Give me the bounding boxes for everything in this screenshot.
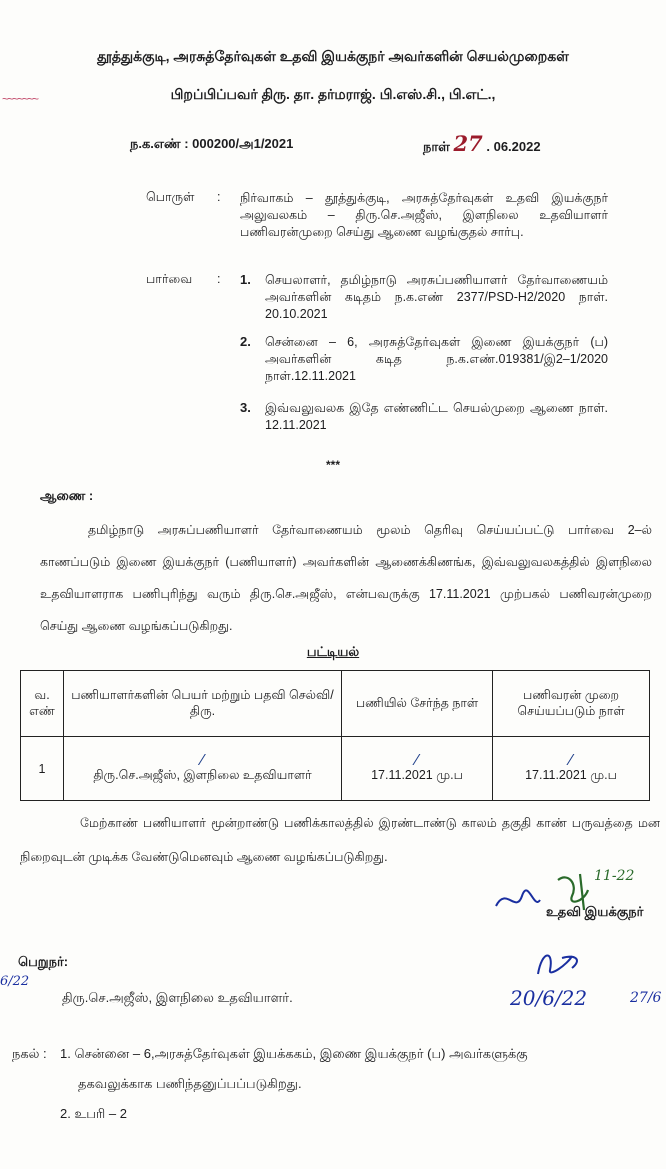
copy-line-3: 2. உபரி – 2 (60, 1106, 127, 1121)
col-header-regularised: பணிவரன் முறை செய்யப்படும் நாள் (493, 671, 650, 737)
subject-text: நிர்வாகம் – தூத்துக்குடி, அரசுத்தேர்வுகள் உதவி இயக்குநர் அலுவலகம் – திரு.செ.அஜீஸ், இளநிலை உதவியாளர் பணிவரன்முறை செய்து ஆணை வழங்குதல் சார்பு. (240, 191, 608, 239)
ref-label: ந.க.எண் (130, 136, 181, 151)
copy-line-2: தகவலுக்காக பணிந்தனுப்பப்படுகிறது. (78, 1076, 302, 1091)
reference-item-num-1: 1. (240, 272, 251, 287)
references-colon: : (217, 272, 221, 286)
copy-label: நகல் : (12, 1046, 47, 1061)
staff-table (20, 670, 650, 801)
handwritten-stamp-date: 20/6/22 (510, 986, 588, 1010)
cell-sno: 1 (21, 737, 64, 801)
handwritten-day: 27 (453, 131, 483, 156)
reference-item-num-3: 3. (240, 400, 251, 415)
reference-item-num-2: 2. (240, 334, 251, 349)
subject-colon: : (217, 190, 221, 204)
order-heading: ஆணை : (40, 488, 94, 503)
list-title: பட்டியல் (306, 644, 360, 659)
table-row (21, 737, 650, 801)
references-label: பார்வை (146, 272, 193, 286)
margin-ink-mark: ~~~~~~~ (2, 92, 38, 106)
col-header-name: பணியாளர்களின் பெயர் மற்றும் பதவி செல்வி/திரு. (64, 671, 342, 737)
signatory-title: உதவி இயக்குநர் (546, 904, 644, 919)
issuer-line: பிறப்பிப்பவர் திரு. தா. தர்மராஜ். பி.எஸ்.சி., பி.எட்., (170, 86, 496, 102)
reference-date (423, 131, 541, 156)
date-rest: . 06.2022 (486, 139, 541, 154)
col-header-sno: வ. எண் (21, 671, 64, 737)
reference-item-3: இவ்வலுவலக இதே எண்ணிட்ட செயல்முறை ஆணை நாள். 12.11.2021 (265, 401, 608, 432)
cell-joined-text: 17.11.2021 மு.ப (371, 767, 463, 782)
ref-value: : 000200/அ1/2021 (184, 136, 294, 151)
copy-line-1: 1. சென்னை – 6,அரசுத்தேர்வுகள் இயக்ககம், இணை இயக்குநர் (ப) அவர்களுக்கு (60, 1046, 528, 1061)
col-header-joined: பணியில் சேர்ந்த நாள் (342, 671, 493, 737)
reference-item-1: செயலாளர், தமிழ்நாடு அரசுப்பணியாளர் தேர்வாணையம் அவர்களின் கடிதம் ந.க.எண் 2377/PSD-H2/2020 நாள். 20.10.2021 (265, 273, 608, 321)
reference-item-2: சென்னை – 6, அரசுத்தேர்வுகள் இணை இயக்குநர் (ப) அவர்களின் கடித ந.க.எண்.019381/இ2–1/2020 நாள்.12.11.2021 (265, 335, 608, 383)
tick-mark: ∕ (415, 751, 419, 769)
left-margin-note: 6/22 (0, 974, 30, 989)
recipient-label: பெறுநர்: (18, 954, 69, 969)
initial-stamp (532, 944, 592, 984)
separator: *** (325, 458, 340, 472)
subject-label: பொருள் (146, 190, 195, 204)
tick-mark: ∕ (201, 751, 204, 769)
cell-regularised-text: 17.11.2021 மு.ப (525, 767, 617, 782)
cell-regularised (493, 737, 650, 801)
cell-name (64, 737, 342, 801)
table-header-row (21, 671, 650, 737)
signature-date-top: 11-22 (594, 868, 635, 884)
cell-joined (342, 737, 493, 801)
order-paragraph: தமிழ்நாடு அரசுப்பணியாளர் தேர்வாணையம் மூலம் தெரிவு செய்யப்பட்டு பார்வை 2–ல் காணப்படும் இணை இயக்குநர் (பணியாளர்) அவர்களின் ஆணைக்கிணங்க, இவ்வலுவலகத்தில் இளநிலை உதவியாளராக பணிபுரிந்து வரும் திரு.செ.அஜீஸ், என்பவருக்கு 17.11.2021 முற்பகல் பணிவரன்முறை செய்து ஆணை வழங்கப்படுகிறது. (40, 523, 652, 633)
right-margin-note: 27/6 (630, 990, 662, 1006)
recipient-name: திரு.செ.அஜீஸ், இளநிலை உதவியாளர். (62, 990, 293, 1005)
date-label: நாள் (423, 139, 450, 154)
closing-paragraph: மேற்காண் பணியாளர் மூன்றாண்டு பணிக்காலத்தில் இரண்டாண்டு காலம் தகுதி காண் பருவத்தை மன நிறைவுடன் முடிக்க வேண்டுமெனவும் ஆணை வழங்கப்படுகிறது. (20, 816, 660, 864)
cell-name-text: திரு.செ.அஜீஸ், இளநிலை உதவியாளர் (93, 767, 312, 782)
office-heading: தூத்துக்குடி, அரசுத்தேர்வுகள் உதவி இயக்குநர் அவர்களின் செயல்முறைகள் (97, 48, 569, 64)
reference-number (130, 136, 293, 153)
tick-mark: ∕ (569, 751, 573, 769)
